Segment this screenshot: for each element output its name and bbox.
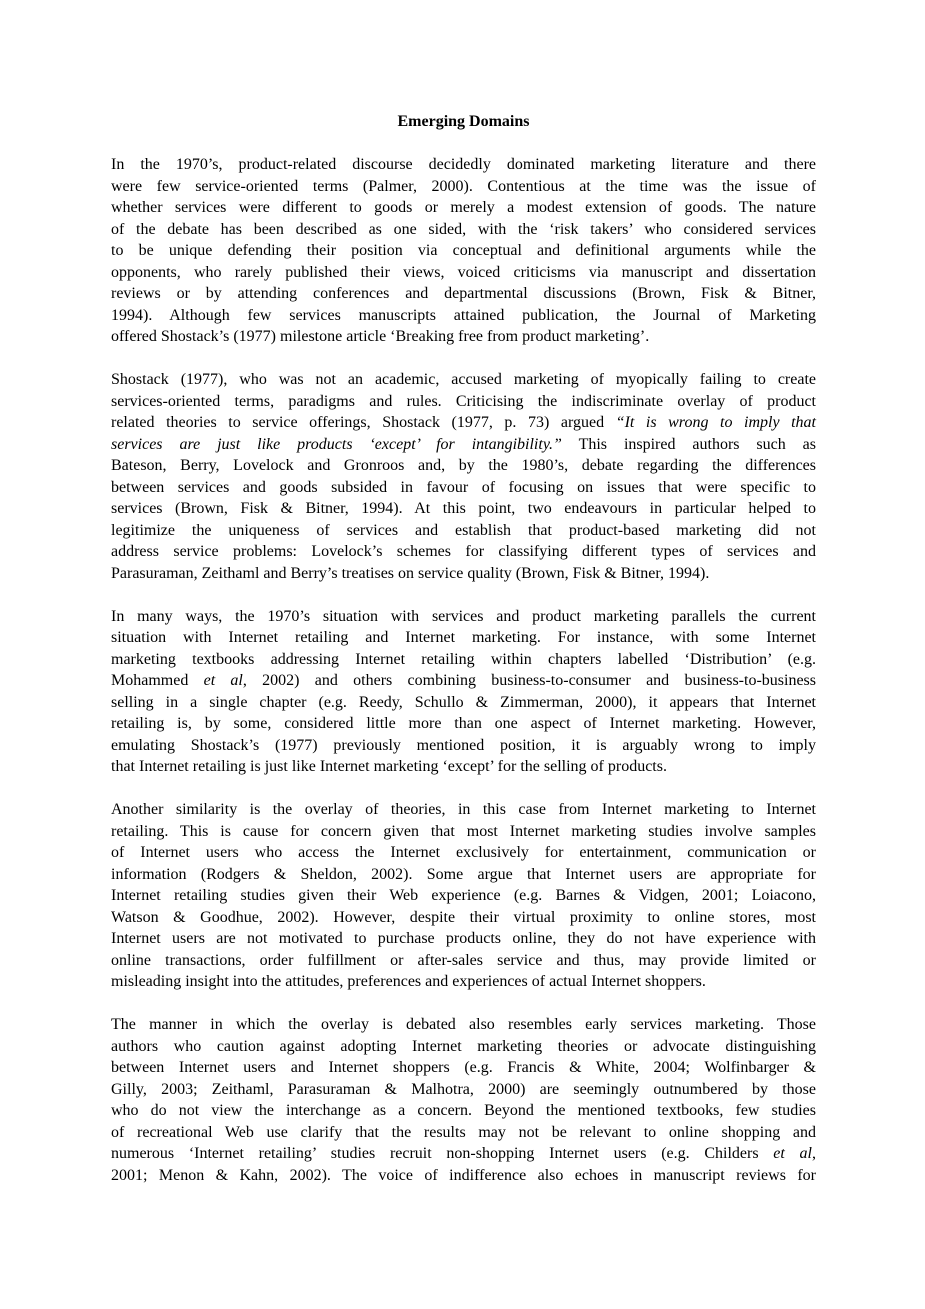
text-segment: misleading insight into the attitudes, preferences and experiences of actual Internet shoppers. bbox=[111, 973, 706, 990]
text-line bbox=[111, 649, 816, 671]
text-segment: , bbox=[812, 1145, 817, 1162]
text-segment: The manner in which the overlay is debated also resembles early services marketing. Those bbox=[111, 1016, 816, 1033]
text-line bbox=[111, 928, 816, 950]
text-line bbox=[111, 670, 816, 692]
text-segment: Gilly, 2003; Zeithaml, Parasuraman & Malhotra, 2000) are seemingly outnumbered by those bbox=[111, 1080, 816, 1098]
text-line bbox=[111, 412, 816, 434]
text-line bbox=[111, 713, 816, 735]
text-line bbox=[111, 176, 816, 198]
document-page bbox=[111, 111, 816, 1208]
paragraph bbox=[111, 606, 816, 778]
italic-text: services are just like products ‘except’ for intangibility.” bbox=[111, 435, 562, 453]
text-segment: reviews or by attending conferences and departmental discussions (Brown, Fisk & Bitner, bbox=[111, 285, 816, 302]
text-line bbox=[111, 563, 816, 585]
text-segment: Mohammed bbox=[111, 672, 204, 689]
text-line bbox=[111, 950, 816, 972]
text-segment: Bateson, Berry, Lovelock and Gronroos and, by the 1980’s, debate regarding the differences bbox=[111, 457, 816, 474]
text-line bbox=[111, 885, 816, 907]
text-line bbox=[111, 1014, 816, 1036]
text-segment: marketing textbooks addressing Internet retailing within chapters labelled ‘Distribution’ (e.g. bbox=[111, 650, 816, 668]
text-segment: whether services were different to goods or merely a modest extension of goods. The nature bbox=[111, 199, 816, 216]
text-segment: Another similarity is the overlay of theories, in this case from Internet marketing to Internet bbox=[111, 801, 816, 818]
text-segment: In many ways, the 1970’s situation with services and product marketing parallels the current bbox=[111, 607, 816, 625]
text-line bbox=[111, 1100, 816, 1122]
text-line bbox=[111, 971, 816, 993]
text-line bbox=[111, 455, 816, 477]
paragraph bbox=[111, 154, 816, 348]
text-segment: services-oriented terms, paradigms and rules. Criticising the indiscriminate overlay of product bbox=[111, 392, 816, 410]
text-segment: information (Rodgers & Sheldon, 2002). Some argue that Internet users are appropriate for bbox=[111, 865, 816, 883]
text-line bbox=[111, 907, 816, 929]
text-line bbox=[111, 1079, 816, 1101]
text-line bbox=[111, 735, 816, 757]
section-heading: Emerging Domains bbox=[397, 113, 530, 130]
text-segment: of recreational Web use clarify that the results may not be relevant to online shopping and bbox=[111, 1123, 816, 1141]
text-segment: address service problems: Lovelock’s schemes for classifying different types of services and bbox=[111, 543, 816, 560]
italic-text: et al bbox=[203, 672, 243, 689]
text-segment: Internet retailing studies given their Web experience (e.g. Barnes & Vidgen, 2001; Loiacono, bbox=[111, 887, 816, 904]
text-segment: of Internet users who access the Internet exclusively for entertainment, communication or bbox=[111, 844, 816, 861]
text-line bbox=[111, 369, 816, 391]
document-body bbox=[111, 154, 816, 1186]
text-line bbox=[111, 154, 816, 176]
text-line bbox=[111, 305, 816, 327]
text-line bbox=[111, 1057, 816, 1079]
text-line bbox=[111, 756, 816, 778]
text-segment: related theories to service offerings, Shostack (1977, p. 73) argued bbox=[111, 414, 616, 431]
text-line bbox=[111, 1165, 816, 1187]
paragraph bbox=[111, 369, 816, 584]
text-line bbox=[111, 821, 816, 843]
text-segment: authors who caution against adopting Internet marketing theories or advocate distinguishing bbox=[111, 1037, 816, 1055]
text-line bbox=[111, 240, 816, 262]
italic-text: et al bbox=[773, 1145, 813, 1162]
text-line bbox=[111, 1122, 816, 1144]
paragraph bbox=[111, 799, 816, 993]
text-segment: who do not view the interchange as a concern. Beyond the mentioned textbooks, few studies bbox=[111, 1102, 816, 1119]
text-line bbox=[111, 606, 816, 628]
text-segment: selling in a single chapter (e.g. Reedy, Schullo & Zimmerman, 2000), it appears that Internet bbox=[111, 693, 816, 711]
text-line bbox=[111, 864, 816, 886]
text-segment: that Internet retailing is just like Internet marketing ‘except’ for the selling of products. bbox=[111, 758, 667, 775]
paragraph bbox=[111, 1014, 816, 1186]
text-segment: Parasuraman, Zeithaml and Berry’s treatises on service quality (Brown, Fisk & Bitner, 1994). bbox=[111, 564, 710, 582]
text-line bbox=[111, 541, 816, 563]
italic-text: “It is wrong to imply that bbox=[615, 414, 817, 431]
text-segment: Internet users are not motivated to purchase products online, they do not have experience with bbox=[111, 930, 816, 947]
text-segment: , 2002) and others combining business-to-consumer and business-to-business bbox=[242, 672, 817, 689]
text-segment: emulating Shostack’s (1977) previously mentioned position, it is arguably wrong to imply bbox=[111, 736, 816, 754]
text-line bbox=[111, 434, 816, 456]
text-segment: 1994). Although few services manuscripts attained publication, the Journal of Marketing bbox=[111, 306, 816, 324]
text-segment: This inspired authors such as bbox=[561, 435, 816, 453]
text-segment: offered Shostack’s (1977) milestone article ‘Breaking free from product marketing’. bbox=[111, 328, 650, 345]
text-line bbox=[111, 326, 816, 348]
text-line bbox=[111, 1036, 816, 1058]
text-line bbox=[111, 842, 816, 864]
text-segment: retailing is, by some, considered little more than one aspect of Internet marketing. However, bbox=[111, 715, 816, 732]
text-segment: online transactions, order fulfillment or after-sales service and thus, may provide limited or bbox=[111, 951, 816, 969]
text-line bbox=[111, 283, 816, 305]
text-segment: between Internet users and Internet shoppers (e.g. Francis & White, 2004; Wolfinbarger & bbox=[111, 1059, 816, 1076]
text-line bbox=[111, 391, 816, 413]
text-segment: Watson & Goodhue, 2002). However, despite their virtual proximity to online stores, most bbox=[111, 908, 816, 926]
text-segment: of the debate has been described as one sided, with the ‘risk takers’ who considered services bbox=[111, 220, 816, 238]
text-line bbox=[111, 477, 816, 499]
text-line bbox=[111, 1143, 816, 1165]
text-line bbox=[111, 498, 816, 520]
text-segment: situation with Internet retailing and Internet marketing. For instance, with some Internet bbox=[111, 629, 816, 646]
text-segment: opponents, who rarely published their views, voiced criticisms via manuscript and dissertation bbox=[111, 263, 816, 281]
text-segment: were few service-oriented terms (Palmer, 2000). Contentious at the time was the issue of bbox=[111, 177, 816, 195]
text-line bbox=[111, 799, 816, 821]
text-segment: services (Brown, Fisk & Bitner, 1994). At this point, two endeavours in particular helped to bbox=[111, 500, 816, 517]
text-segment: In the 1970’s, product-related discourse decidedly dominated marketing literature and there bbox=[111, 156, 816, 173]
text-segment: between services and goods subsided in favour of focusing on issues that were specific to bbox=[111, 478, 816, 496]
text-line bbox=[111, 262, 816, 284]
text-line bbox=[111, 197, 816, 219]
text-line bbox=[111, 219, 816, 241]
text-segment: to be unique defending their position via conceptual and definitional arguments while the bbox=[111, 242, 816, 259]
text-segment: numerous ‘Internet retailing’ studies recruit non-shopping Internet users (e.g. Childers bbox=[111, 1145, 774, 1162]
text-line bbox=[111, 520, 816, 542]
text-segment: 2001; Menon & Kahn, 2002). The voice of indifference also echoes in manuscript reviews for bbox=[111, 1166, 816, 1184]
text-segment: Shostack (1977), who was not an academic, accused marketing of myopically failing to create bbox=[111, 371, 816, 388]
text-segment: legitimize the uniqueness of services and establish that product-based marketing did not bbox=[111, 521, 816, 539]
text-line bbox=[111, 627, 816, 649]
text-segment: retailing. This is cause for concern given that most Internet marketing studies involve samples bbox=[111, 822, 816, 840]
text-line bbox=[111, 692, 816, 714]
